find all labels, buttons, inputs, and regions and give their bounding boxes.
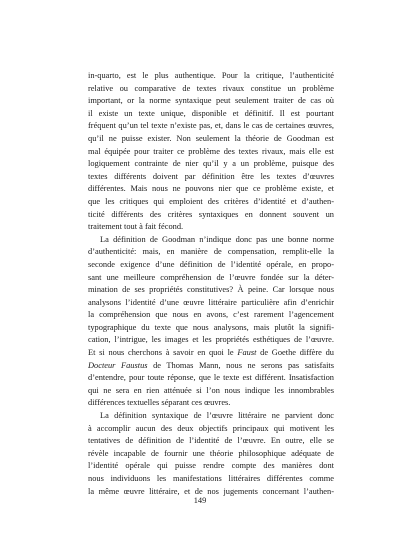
text-line: textes différents doivent par définition être les textes d’œuvres — [88, 171, 334, 181]
text-line: ticité différents des critères syntaxiques en donnent souvent un — [88, 209, 334, 219]
text-line: Et si nous cherchons à savoir en quoi le Faust de Goethe diffère du — [88, 348, 334, 358]
text-line: l’identité opérale qui puisse rendre compte des manières dont — [88, 461, 334, 471]
text-line: fréquent qu’un tel texte n’existe pas, et, dans le cas de certaines œuvres, — [88, 121, 334, 131]
text-line: logiquement contrainte de nier qu’il y a un problème, puisque des — [88, 159, 334, 169]
text-line: à accomplir aucun des deux objectifs principaux qui motivent les — [88, 423, 334, 433]
text-line: d’entendre, pour toute réponse, que le texte est différent. Insatisfaction — [88, 373, 334, 383]
text-line: que les critiques qui emploient des critères d’identité et d’authen- — [88, 196, 334, 206]
page-number: 149 — [193, 496, 207, 505]
text-line: important, or la norme syntaxique peut seulement traiter de cas où — [88, 96, 334, 106]
text-line: typographique du texte que nous analysons, mais plutôt la signifi- — [88, 322, 334, 332]
work-title: Docteur Faustus — [88, 360, 148, 370]
text-line: la même œuvre littéraire, et de nos jugements concernant l’authen- — [88, 486, 334, 496]
text-line: il existe un texte unique, disponible et définitif. Il est pourtant — [88, 108, 334, 118]
paragraph-3 — [88, 410, 334, 498]
text-line: seconde exigence d’une définition de l’identité opérale, en propo- — [88, 259, 334, 269]
text-line: d’authenticité: mais, en manière de compensation, remplit-elle la — [88, 247, 334, 257]
text-line: mal équipée pour traiter ce problème des textes rivaux, mais elle est — [88, 146, 334, 156]
text-line: in-quarto, est le plus authentique. Pour la critique, l’authenticité — [88, 71, 334, 80]
text-line: révèle incapable de fournir une théorie philosophique adéquate de — [88, 448, 334, 458]
paragraph-2 — [88, 234, 334, 410]
text-line: sant une meilleure compréhension de l’œuvre fondée sur la déter- — [88, 272, 334, 282]
text-line: la compréhension que nous en avons, c’est rarement l’agencement — [88, 310, 334, 320]
text-line: analysons l’identité d’une œuvre littéraire particulière afin d’enrichir — [88, 297, 334, 307]
text-line: différences textuelles séparant ces œuvres. — [88, 398, 231, 408]
work-title: Faust — [237, 348, 257, 358]
text-line: différentes. Mais nous ne pouvons nier que ce problème existe, et — [88, 184, 334, 194]
paragraph-1 — [88, 70, 334, 234]
text-line: tentatives de définition de l’identité de l’œuvre. En outre, elle se — [88, 436, 334, 446]
text-line: mination de ses propriétés constitutives? À peine. Car lorsque nous — [88, 285, 334, 295]
text-line: traitement tout à fait fécond. — [88, 222, 184, 232]
text-line: nous individuons les manifestations littéraires différentes comme — [88, 474, 334, 483]
text-line: qui ne sera en rien atténuée si l’on nous indique les innombrables — [88, 385, 334, 395]
text-line: La définition syntaxique de l’œuvre littéraire ne parvient donc — [100, 411, 334, 421]
text-line: cation, l’intrigue, les images et les propriétés esthétiques de l’œuvre. — [88, 335, 334, 345]
body-text — [88, 70, 334, 498]
text-line: relative ou comparative de textes rivaux constitue un problème — [88, 83, 334, 93]
text-line: qu’il ne puisse exister. Non seulement la théorie de Goodman est — [88, 133, 334, 143]
text-line: La définition de Goodman n’indique donc pas une bonne norme — [100, 234, 334, 244]
text-line: Docteur Faustus de Thomas Mann, nous ne serons pas satisfaits — [88, 360, 334, 370]
